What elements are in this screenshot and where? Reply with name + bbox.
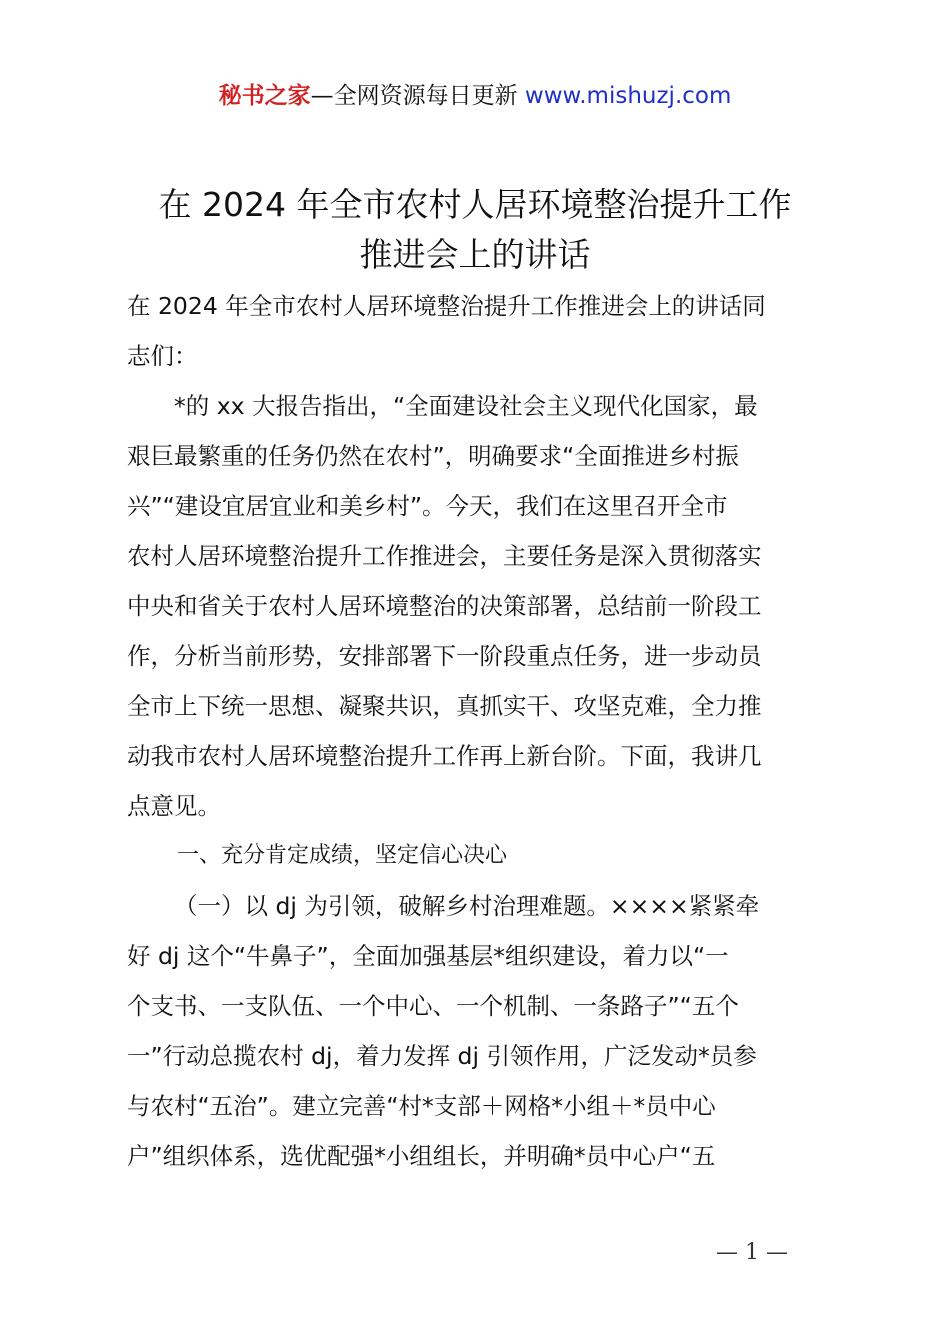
text-line: 兴”“建设宜居宜业和美乡村”。今天，我们在这里召开全市 xyxy=(127,492,728,520)
text-line: （一）以 dj 为引领，破解乡村治理难题。××××紧紧牵 xyxy=(174,892,760,920)
document-title xyxy=(60,180,890,280)
text-line: 户”组织体系，选优配强*小组组长，并明确*员中心户“五 xyxy=(127,1142,716,1170)
site-brand-name: 秘书之家 xyxy=(218,83,311,109)
text-line: 与农村“五治”。建立完善“村*支部＋网格*小组＋*员中心 xyxy=(127,1092,716,1120)
document-title-line-1: 在 2024 年全市农村人居环境整治提升工作 xyxy=(158,185,792,224)
text-line: 作，分析当前形势，安排部署下一阶段重点任务，进一步动员 xyxy=(127,642,762,670)
text-line: 在 2024 年全市农村人居环境整治提升工作推进会上的讲话同 xyxy=(127,292,766,320)
section-heading: 一、充分肯定成绩，坚定信心决心 xyxy=(177,843,508,868)
text-line: *的 xx 大报告指出，“全面建设社会主义现代化国家，最 xyxy=(174,392,758,420)
site-url-link[interactable]: www.mishuzj.com xyxy=(524,83,732,109)
text-line: 全市上下统一思想、凝聚共识，真抓实干、攻坚克难，全力推 xyxy=(127,692,762,720)
page-number: — 1 — xyxy=(716,1240,788,1265)
text-line: 艰巨最繁重的任务仍然在农村”，明确要求“全面推进乡村振 xyxy=(127,442,739,470)
text-line: 农村人居环境整治提升工作推进会，主要任务是深入贯彻落实 xyxy=(127,542,762,570)
text-line: 个支书、一支队伍、一个中心、一个机制、一条路子”“五个 xyxy=(127,992,739,1020)
text-line: 志们： xyxy=(127,342,198,370)
site-header-banner xyxy=(0,80,950,112)
text-line: 一”行动总揽农村 dj，着力发挥 dj 引领作用，广泛发动*员参 xyxy=(127,1042,757,1070)
document-title-line-2: 推进会上的讲话 xyxy=(359,235,591,274)
text-line: 点意见。 xyxy=(127,792,221,820)
text-line: 中央和省关于农村人居环境整治的决策部署，总结前一阶段工 xyxy=(127,592,762,620)
text-line: 动我市农村人居环境整治提升工作再上新台阶。下面，我讲几 xyxy=(127,742,762,770)
site-tagline: —全网资源每日更新 xyxy=(310,83,518,109)
text-line: 好 dj 这个“牛鼻子”，全面加强基层*组织建设，着力以“一 xyxy=(127,942,729,970)
document-body xyxy=(127,281,837,1181)
